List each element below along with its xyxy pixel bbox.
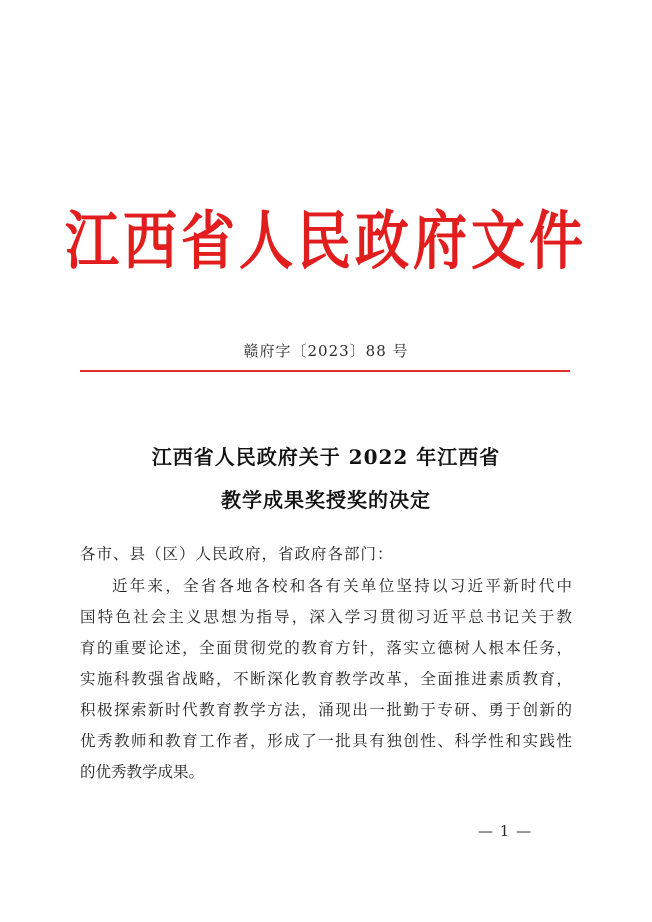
document-title-line-2: 教学成果奖授奖的决定 xyxy=(221,488,431,512)
document-title-line-1: 江西省人民政府关于 2022 年江西省 xyxy=(151,445,501,469)
body-line: 育的重要论述，全面贯彻党的教育方针，落实立德树人根本任务， xyxy=(80,639,572,657)
page-number: — 1 — xyxy=(478,822,533,840)
masthead xyxy=(65,196,587,278)
body-line: 实施科教强省战略，不断深化教育教学改革，全面推进素质教育， xyxy=(80,670,572,688)
body-line: 积极探索新时代教育教学方法，涌现出一批勤于专研、勇于创新的 xyxy=(80,701,572,719)
red-separator-line xyxy=(80,370,570,372)
body-line: 的优秀教学成果。 xyxy=(80,763,205,781)
document-number: 赣府字〔2023〕88 号 xyxy=(243,342,409,360)
body-line: 优秀教师和教育工作者，形成了一批具有独创性、科学性和实践性 xyxy=(80,732,572,750)
salutation: 各市、县（区）人民政府，省政府各部门： xyxy=(80,545,394,563)
body-line: 近年来，全省各地各校和各有关单位坚持以习近平新时代中 xyxy=(112,577,572,595)
body-line: 国特色社会主义思想为指导，深入学习贯彻习近平总书记关于教 xyxy=(80,608,572,626)
body-paragraph xyxy=(80,571,572,788)
masthead-title: 江西省人民政府文件 xyxy=(65,202,587,278)
